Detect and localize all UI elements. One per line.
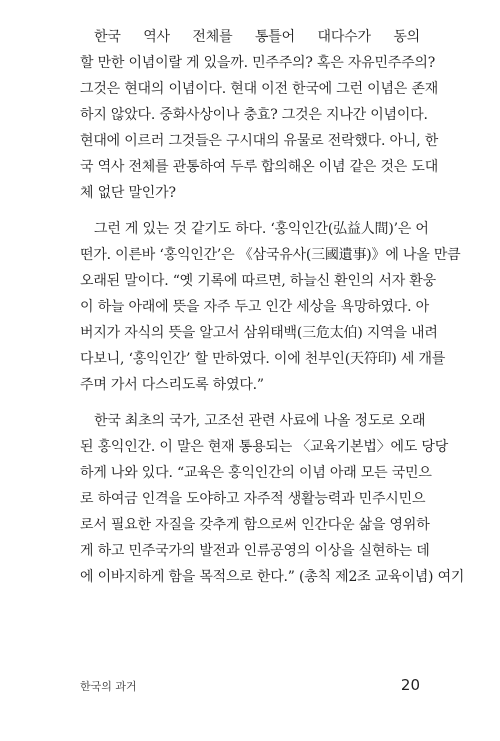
page-number: 20 (400, 676, 420, 694)
text-line: 현대에 이르러 그것들은 구시대의 유물로 전락했다. 아니, 한 (80, 133, 439, 149)
text-line: 다보니, ‘홍익인간’ 할 만하였다. 이에 천부인(天符印) 세 개를 (80, 351, 446, 367)
paragraph-1 (80, 24, 439, 206)
text-line: 하게 나와 있다. “교육은 홍익인간의 이념 아래 모든 국민으 (80, 465, 432, 481)
text-line: 주며 가서 다스리도록 하였다.” (80, 377, 264, 393)
text-line: 그것은 현대의 이념이다. 현대 이전 한국에 그런 이념은 존재 (80, 81, 439, 97)
text-line: 떤가. 이른바 ‘홍익인간’은 《삼국유사(三國遺事)》에 나올 만큼 (80, 247, 461, 263)
text-line: 한국 역사 전체를 통틀어 대다수가 동의 (94, 29, 420, 45)
text-line: 한국 최초의 국가, 고조선 관련 사료에 나올 정도로 오래 (94, 413, 426, 429)
page-body-text (80, 24, 465, 590)
text-line: 그런 게 있는 것 같기도 하다. ‘홍익인간(弘益人間)’은 어 (94, 221, 429, 237)
page-footer (80, 676, 420, 696)
running-title: 한국의 과거 (80, 680, 137, 693)
text-line: 국 역사 전체를 관통하여 두루 합의해온 이념 같은 것은 도대 (80, 159, 439, 175)
text-line: 오래된 말이다. “옛 기록에 따르면, 하늘신 환인의 서자 환웅 (80, 273, 436, 289)
paragraph-3 (80, 408, 465, 590)
paragraph-2 (80, 216, 461, 398)
paragraph-gap (80, 398, 420, 408)
text-line: 에 이바지하게 함을 목적으로 한다.” (총칙 제2조 교육이념) 여기 (80, 569, 465, 585)
text-line: 하지 않았다. 중화사상이나 충효? 그것은 지나간 이념이다. (80, 107, 428, 123)
text-line: 체 없단 말인가? (80, 185, 176, 201)
text-line: 된 홍익인간. 이 말은 현재 통용되는 〈교육기본법〉에도 당당 (80, 439, 449, 455)
text-line: 게 하고 민주국가의 발전과 인류공영의 이상을 실현하는 데 (80, 543, 430, 559)
paragraph-gap (80, 206, 420, 216)
text-line: 이 하늘 아래에 뜻을 자주 두고 인간 세상을 욕망하였다. 아 (80, 299, 429, 315)
text-line: 버지가 자식의 뜻을 알고서 삼위태백(三危太伯) 지역을 내려 (80, 325, 438, 341)
text-line: 로서 필요한 자질을 갖추게 함으로써 인간다운 삶을 영위하 (80, 517, 430, 533)
text-line: 로 하여금 인격을 도야하고 자주적 생활능력과 민주시민으 (80, 491, 426, 507)
text-line: 할 만한 이념이랄 게 있을까. 민주주의? 혹은 자유민주주의? (80, 55, 436, 71)
